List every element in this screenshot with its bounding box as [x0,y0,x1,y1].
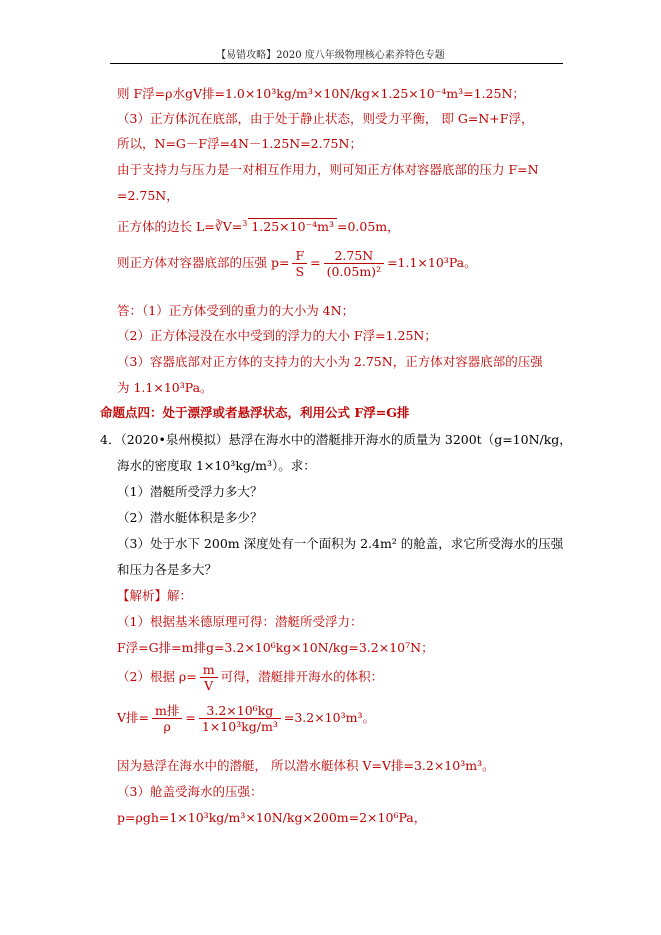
question-line: 和压力各是多大？ [117,562,218,577]
text-line: 为 1.1×10³Pa。 [117,380,213,395]
text-line: 答：（1）正方体受到的重力的大小为 4N； [117,303,355,318]
question-line: （1）潜艇所受浮力多大？ [117,484,263,499]
text-line: F浮=G排=m排g=3.2×10⁶kg×10N/kg=3.2×10⁷N； [117,640,434,655]
cube-root: 1.25×10⁻⁴m³ [248,218,337,235]
text-line: 则 F浮=ρ水gV排=1.0×10³kg/m³×10N/kg×1.25×10⁻⁴m³=1.25N； [117,86,525,101]
text-line: （3）容器底部对正方体的支持力的大小为 2.75N，正方体对容器底部的压强 [117,354,543,369]
text-line: （3）舱盖受海水的压强： [117,784,263,799]
text-line: 由于支持力与压力是一对相互作用力，则可知正方体对容器底部的压力 F=N [117,162,539,177]
header-rule [110,63,563,64]
pressure-formula: 则正方体对容器底部的压强 p= $\frac{F}{S}$ = $\frac{2.75N}{\text{(0.05m)²}}$ =1.1×10³Pa。 [117,248,477,279]
section-title: 命题点四：处于漂浮或者悬浮状态，利用公式 F浮=G排 [100,405,410,420]
volume-formula: V排= $\frac{\text{m排}}{\rho}$ = $\frac{\text{3.2×10⁶kg}}{\text{1×10³kg/m³}}$ =3.2×10³m³。 [117,703,375,734]
density-formula: （2）根据 ρ= $\frac{m}{V}$ 可得，潜艇排开海水的体积： [117,662,384,693]
fraction: $\frac{\text{3.2×10⁶kg}}{\text{1×10³kg/m³}}$ [199,703,281,734]
text-line: =2.75N， [117,188,179,203]
question-line: 4．（2020•泉州模拟）悬浮在海水中的潜艇排开海水的质量为 3200t（g=10N/kg， [100,432,572,447]
question-line: 海水的密度取 1×10³kg/m³）。求： [117,458,316,473]
fraction: $\frac{\text{m排}}{\rho}$ [152,703,182,734]
text-line: （3）正方体沉在底部，由于处于静止状态，则受力平衡， 即 G=N+F浮， [117,111,534,126]
text-line: （1）根据基米德原理可得：潜艇所受浮力： [117,614,363,629]
question-line: （2）潜水艇体积是多少？ [117,510,263,525]
fraction: $\frac{m}{V}$ [200,662,218,693]
text-line: 所以，N=G－F浮=4N－1.25N=2.75N； [117,136,362,151]
question-line: （3）处于水下 200m 深度处有一个面积为 2.4m² 的舱盖，求它所受海水的压强 [117,536,564,551]
analysis-label: 【解析】解： [117,588,193,603]
text-line: （2）正方体浸没在水中受到的浮力的大小 F浮=1.25N； [117,328,437,343]
text-line: 因为悬浮在海水中的潜艇， 所以潜水艇体积 V=V排=3.2×10³m³。 [117,758,495,773]
page-header: 【易错攻略】2020 度八年级物理核心素养特色专题 [216,50,445,61]
edge-length-formula: 正方体的边长 L=∛V=$^3$ 1.25×10⁻⁴m³ =0.05m， [117,219,400,234]
text-line: p=ρgh=1×10³kg/m³×10N/kg×200m=2×10⁶Pa， [117,810,427,825]
fraction: $\frac{2.75N}{\text{(0.05m)²}}$ [324,248,384,279]
fraction: $\frac{F}{S}$ [292,248,307,279]
